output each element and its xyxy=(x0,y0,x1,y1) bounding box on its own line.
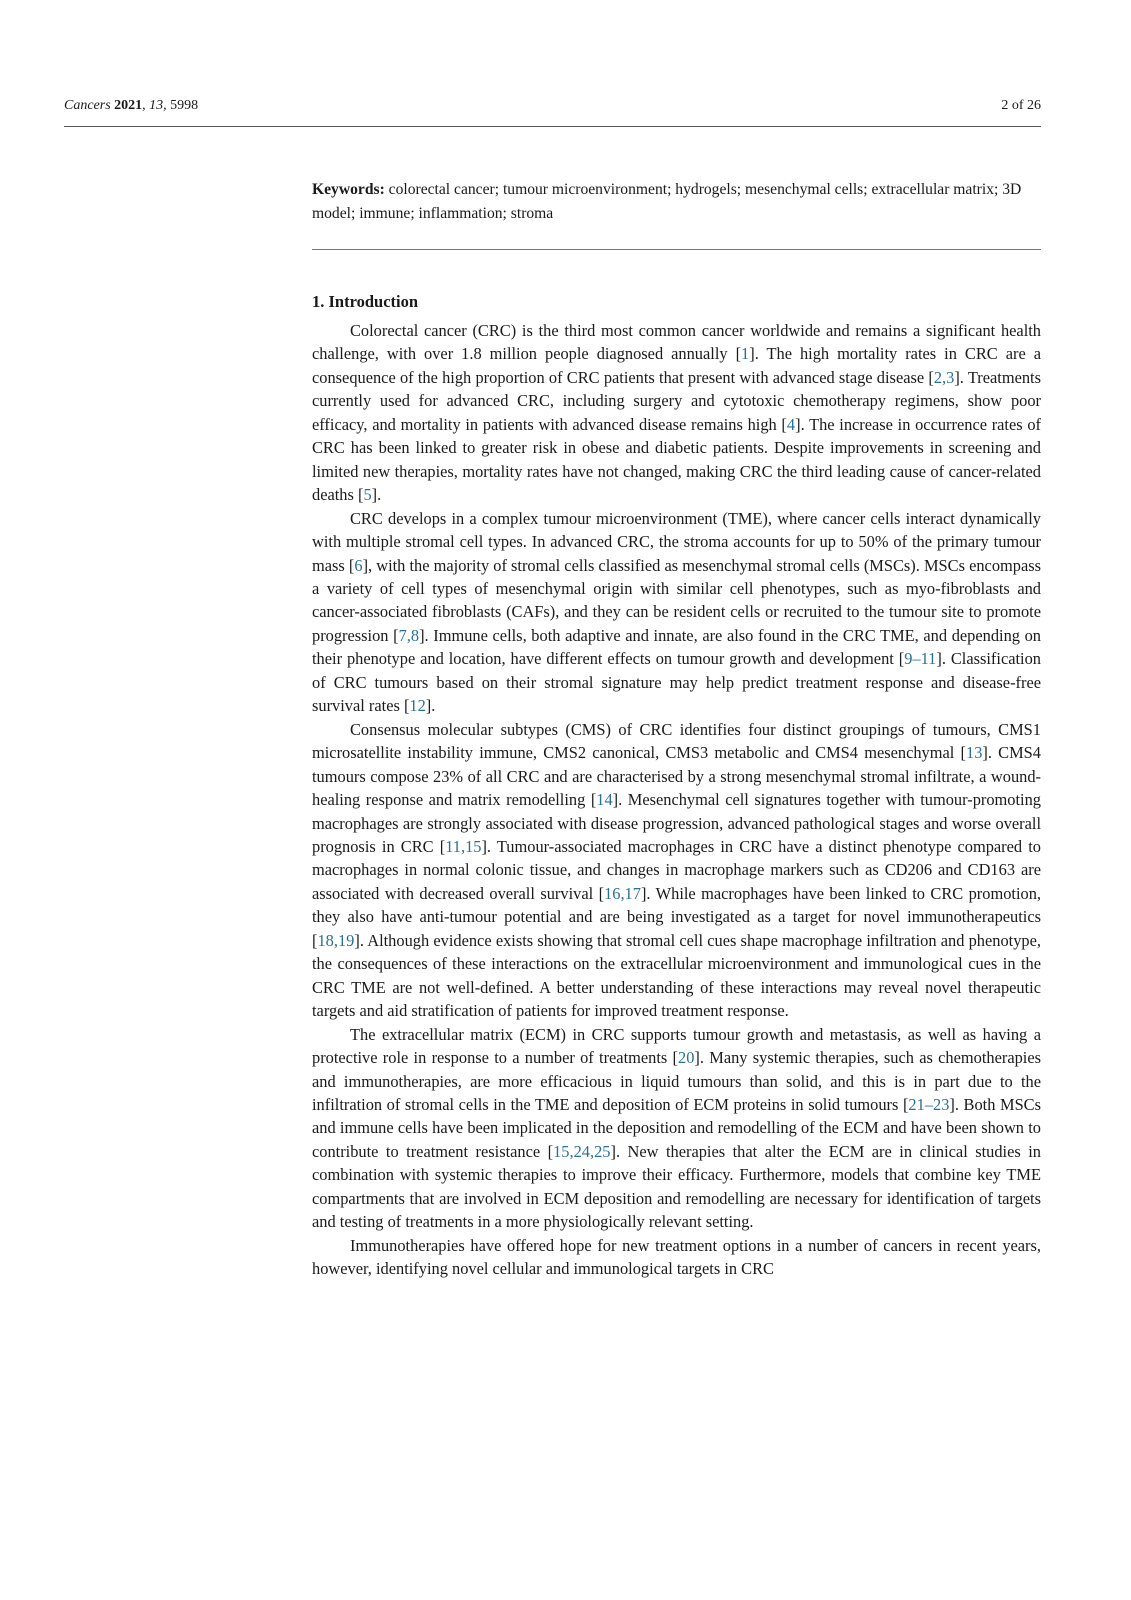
paragraph-text: ]. xyxy=(371,485,382,505)
citation-link[interactable]: 12 xyxy=(409,696,426,716)
paragraph-text: ]. Immune cells, both adaptive and innate, are also found in the CRC TME, and depending on their phenotype and location, have different effects on tumour growth and development [ xyxy=(312,625,1041,669)
paragraph xyxy=(312,507,1041,718)
citation-link[interactable]: 7,8 xyxy=(398,625,420,645)
header-divider xyxy=(64,126,1041,127)
paragraph-text: ]. While macrophages have been linked to CRC promotion, they also have anti-tumour potential and are being investigated as a target for novel immunotherapeutics [ xyxy=(312,883,1042,950)
paragraph-text: ]. Treatments currently used for advanced CRC, including surgery and cytotoxic chemotherapy regimens, show poor efficacy, and mortality in patients with advanced disease remains high [ xyxy=(312,367,1041,434)
section-heading: 1. Introduction xyxy=(312,292,419,311)
paragraph-text: ]. The high mortality rates in CRC are a consequence of the high proportion of CRC patients that present with advanced stage disease [ xyxy=(312,344,1041,387)
journal-year: 2021 xyxy=(114,98,143,113)
paragraph-text: ], with the majority of stromal cells classified as mesenchymal stromal cells (MSCs). MSCs encompass a variety of cell types of mesenchymal origin with similar cell phenotypes, such as myo-fibroblasts and cancer-associated fibroblasts (CAFs), and they can be resident cells or recruited to the tumour site to promote progression [ xyxy=(312,555,1041,645)
citation-link[interactable]: 14 xyxy=(596,790,613,810)
body-text xyxy=(312,319,1041,1281)
paragraph-text: Immunotherapies have offered hope for new treatment options in a number of cancers in recent years, however, identifying novel cellular and immunological targets in CRC xyxy=(312,1235,1041,1279)
citation-link[interactable]: 15,24,25 xyxy=(553,1141,611,1161)
paragraph-text: ]. Both MSCs and immune cells have been implicated in the deposition and remodelling of the ECM and have been shown to contribute to treatment resistance [ xyxy=(312,1094,1041,1161)
paragraph-text: ]. The increase in occurrence rates of CRC has been linked to greater risk in obese and diabetic patients. Despite improvements in screening and limited new therapies, mortality rates have not changed, making CRC the third leading cause of cancer-related deaths [ xyxy=(312,414,1041,505)
paragraph xyxy=(312,1234,1041,1281)
separator: , xyxy=(142,98,150,113)
paragraph-text: ]. CMS4 tumours compose 23% of all CRC and are characterised by a strong mesenchymal stromal infiltrate, a wound-healing response and matrix remodelling [ xyxy=(312,743,1041,810)
keywords-block xyxy=(312,178,1041,226)
citation-link[interactable]: 16,17 xyxy=(604,883,641,903)
page-number: 2 of 26 xyxy=(1001,98,1041,113)
citation-link[interactable]: 18,19 xyxy=(317,930,355,950)
citation-link[interactable]: 11,15 xyxy=(445,836,482,856)
keywords-label: Keywords: xyxy=(312,181,385,198)
citation-link[interactable]: 9–11 xyxy=(904,649,937,669)
paragraph-text: ]. Although evidence exists showing that stromal cell cues shape macrophage infiltration and phenotype, the consequences of these interactions on the extracellular microenvironment and immunological cues in the CRC TME are not well-defined. A better understanding of these interactions may reveal novel therapeutic targets and aid stratification of patients for improved treatment response. xyxy=(312,930,1041,1021)
citation-link[interactable]: 4 xyxy=(786,414,796,434)
paragraph xyxy=(312,319,1041,507)
paragraph-text: ]. xyxy=(425,696,436,716)
citation-link[interactable]: 5 xyxy=(363,485,372,505)
paragraph-text: ]. Mesenchymal cell signatures together with tumour-promoting macrophages are strongly associated with disease progression, advanced pathological stages and worse overall prognosis in CRC [ xyxy=(312,790,1041,856)
paragraph-text: ]. New therapies that alter the ECM are in clinical studies in combination with systemic therapies to improve their efficacy. Furthermore, models that combine key TME compartments that are involved in ECM deposition and remodelling are necessary for identification of targets and testing of treatments in a more physiologically relevant setting. xyxy=(312,1141,1041,1232)
running-header xyxy=(64,98,1041,114)
article-number: 5998 xyxy=(170,98,199,113)
separator: , xyxy=(163,98,171,113)
keywords-divider xyxy=(312,249,1041,250)
citation-link[interactable]: 1 xyxy=(741,344,750,364)
paragraph-text: Consensus molecular subtypes (CMS) of CRC identifies four distinct groupings of tumours, CMS1 microsatellite instability immune, CMS2 canonical, CMS3 metabolic and CMS4 mesenchymal [ xyxy=(312,719,1041,763)
citation-link[interactable]: 2,3 xyxy=(933,367,955,387)
paragraph xyxy=(312,718,1041,1023)
paragraph-text: ]. Classification of CRC tumours based on their stromal signature may help predict treatment response and disease-free survival rates [ xyxy=(312,649,1041,716)
citation-link[interactable]: 21–23 xyxy=(908,1094,950,1114)
citation-link[interactable]: 13 xyxy=(966,743,983,763)
journal-volume: 13 xyxy=(149,98,164,113)
citation-link[interactable]: 6 xyxy=(354,555,363,575)
journal-name: Cancers xyxy=(64,98,111,113)
paragraph-text: ]. Many systemic therapies, such as chemotherapies and immunotherapies, are more efficacious in liquid tumours than solid, and this is in part due to the infiltration of stromal cells in the TME and deposition of ECM proteins in solid tumours [ xyxy=(312,1048,1042,1114)
paragraph-text: ]. Tumour-associated macrophages in CRC have a distinct phenotype compared to macrophages in normal colonic tissue, and changes in macrophage markers such as CD206 and CD163 are associated with decreased overall survival [ xyxy=(312,836,1041,903)
citation-line xyxy=(64,98,198,114)
paragraph-text: CRC develops in a complex tumour microenvironment (TME), where cancer cells interact dynamically with multiple stromal cell types. In advanced CRC, the stroma accounts for up to 50% of the primary tumour mass [ xyxy=(312,508,1041,575)
citation-link[interactable]: 20 xyxy=(678,1048,695,1068)
paragraph-text: The extracellular matrix (ECM) in CRC supports tumour growth and metastasis, as well as having a protective role in response to a number of treatments [ xyxy=(312,1024,1041,1068)
keywords-text: colorectal cancer; tumour microenvironment; hydrogels; mesenchymal cells; extracellular matrix; 3D model; immune; inflammation; stroma xyxy=(312,181,1022,222)
paragraph xyxy=(312,1023,1041,1234)
paragraph-text: Colorectal cancer (CRC) is the third most common cancer worldwide and remains a significant health challenge, with over 1.8 million people diagnosed annually [ xyxy=(312,321,1041,364)
